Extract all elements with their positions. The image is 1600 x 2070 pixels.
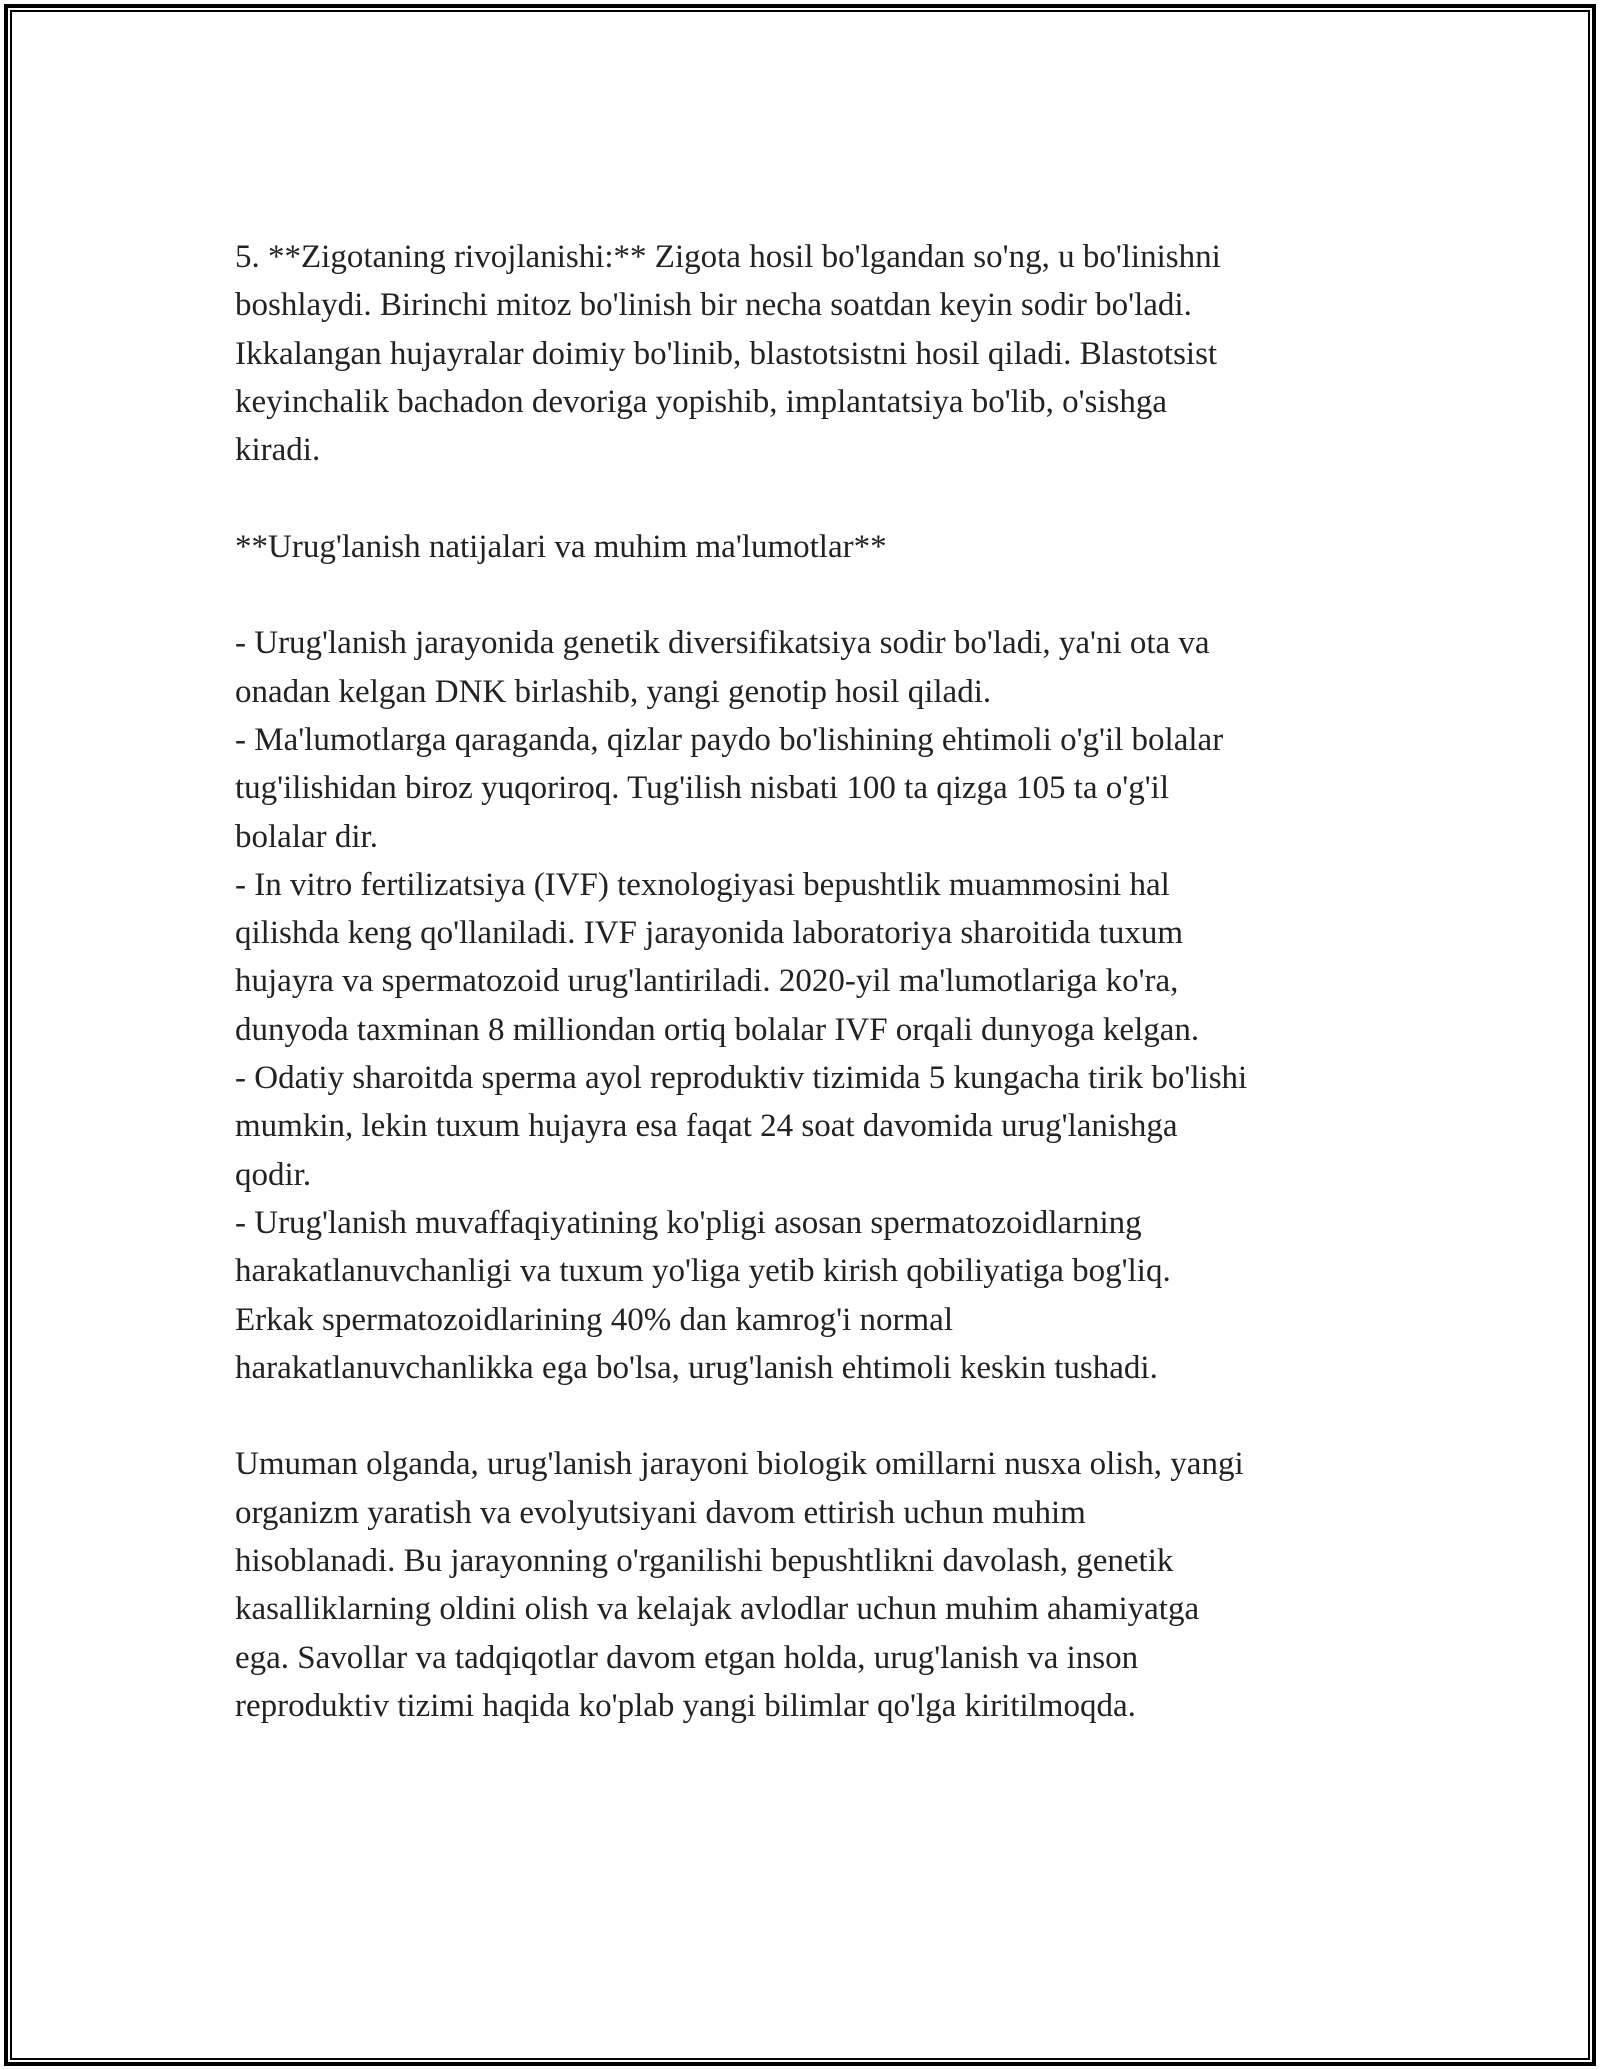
section-heading: **Urug'lanish natijalari va muhim ma'lumotlar** (235, 528, 887, 565)
paragraph-spacer (235, 571, 1365, 619)
bullet-item: - Odatiy sharoitda sperma ayol reproduktiv tizimida 5 kungacha tirik bo'lishi mumkin, lekin tuxum hujayra esa faqat 24 soat davomida urug'lanishga qodir. (235, 1060, 1248, 1193)
paragraph-spacer (235, 1392, 1365, 1440)
bullet-item: - Urug'lanish muvaffaqiyatining ko'pligi asosan spermatozoidlarning harakatlanuvchanligi va tuxum yo'liga yetib kirish qobiliyatiga bog'liq. Erkak spermatozoidlarining 40% dan kamrog'i normal harakatlanuvchanlikka ega bo'lsa, urug'lanish ehtimoli keskin tushadi. (235, 1204, 1171, 1386)
document-body (235, 233, 1365, 1730)
bullet-item: - In vitro fertilizatsiya (IVF) texnologiyasi bepushtlik muammosini hal qilishda keng qo'llaniladi. IVF jarayonida laboratoriya sharoitida tuxum hujayra va spermatozoid urug'lantiriladi. 2020-yil ma'lumotlariga ko'ra, dunyoda taxminan 8 milliondan ortiq bolalar IVF orqali dunyoga kelgan. (235, 866, 1200, 1048)
conclusion-paragraph: Umuman olganda, urug'lanish jarayoni biologik omillarni nusxa olish, yangi organizm yaratish va evolyutsiyani davom ettirish uchun muhim hisoblanadi. Bu jarayonning o'rganilishi bepushtlikni davolash, genetik kasalliklarning oldini olish va kelajak avlodlar uchun muhim ahamiyatga ega. Savollar va tadqiqotlar davom etgan holda, urug'lanish va inson reproduktiv tizimi haqida ko'plab yangi bilimlar qo'lga kiritilmoqda. (235, 1446, 1244, 1724)
bullet-item: - Ma'lumotlarga qaraganda, qizlar paydo bo'lishining ehtimoli o'g'il bolalar tug'ilishidan biroz yuqoriroq. Tug'ilish nisbati 100 ta qizga 105 ta o'g'il bolalar dir. (235, 721, 1224, 855)
bullet-item: - Urug'lanish jarayonida genetik diversifikatsiya sodir bo'ladi, ya'ni ota va onadan kelgan DNK birlashib, yangi genotip hosil qiladi. (235, 625, 1210, 710)
paragraph-spacer (235, 474, 1365, 522)
paragraph-zygote-development: 5. **Zigotaning rivojlanishi:** Zigota hosil bo'lgandan so'ng, u bo'linishni boshlaydi. Birinchi mitoz bo'linish bir necha soatdan keyin sodir bo'ladi. Ikkalangan hujayralar doimiy bo'linib, blastotsistni hosil qiladi. Blastotsist keyinchalik bachadon devoriga yopishib, implantatsiya bo'lib, o'sishga kiradi. (235, 239, 1221, 469)
